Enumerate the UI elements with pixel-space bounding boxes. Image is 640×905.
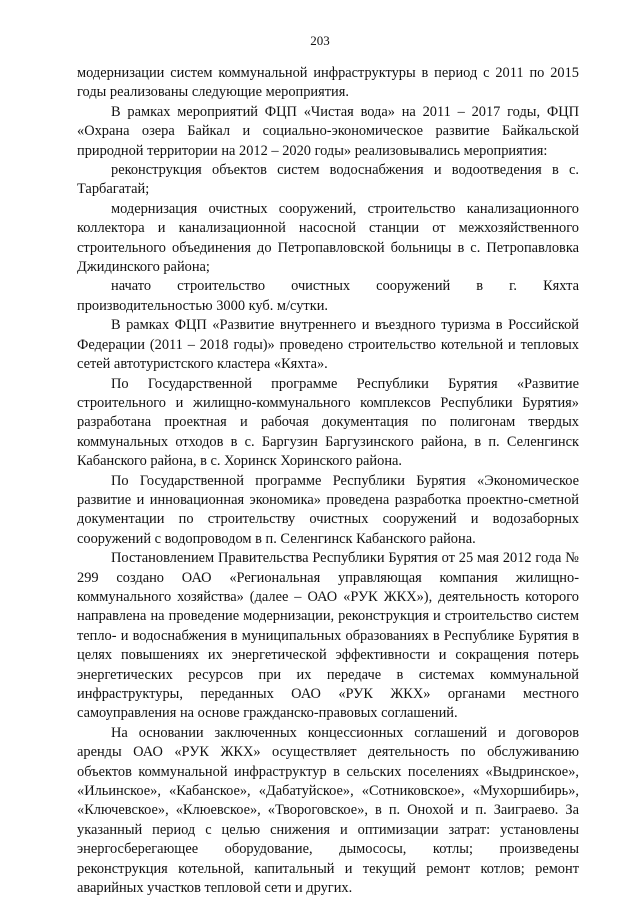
paragraph-tarbagatai: реконструкция объектов систем водоснабжения и водоотведения в с. Тарбагатай; bbox=[77, 162, 579, 198]
paragraph-tourism: В рамках ФЦП «Развитие внутреннего и въездного туризма в Российской Федерации (2011 – 2018 годы)» проведено строительство котельной и тепловых сетей автотуристского кластера «Кяхта». bbox=[77, 317, 579, 373]
paragraph-concessions: На основании заключенных концессионных соглашений и договоров аренды ОАО «РУК ЖКХ» осуществляет деятельность по обслуживанию объектов коммунальной инфраструктур в сельских поселениях «Выдринское», «Ильинское», «Кабанское», «Дабатуйское», «Сотниковское», «Мухоршибирь», «Ключевское», «Клюевское», «Твороговское», в п. Онохой и п. Заиграево. За указанный период с целью снижения и оптимизации затрат: установлены энергосберегающее оборудование, дымососы, котлы; произведены реконструкция котельной, капитальный и текущий ремонт котлов; ремонт аварийных участков тепловой сети и других. bbox=[77, 724, 579, 897]
body-text bbox=[77, 64, 579, 898]
paragraph-chistaya-voda: В рамках мероприятий ФЦП «Чистая вода» на 2011 – 2017 годы, ФЦП «Охрана озера Байкал и социально-экономическое развитие Байкальской природной территории на 2012 – 2020 годы» реализовывались мероприятия: bbox=[77, 103, 579, 159]
paragraph-continuation: модернизации систем коммунальной инфраструктуры в период с 2011 по 2015 годы реализованы следующие мероприятия. bbox=[77, 65, 579, 101]
page-number: 203 bbox=[310, 33, 330, 48]
paragraph-innovation-economy: По Государственной программе Республики Бурятия «Экономическое развитие и инновационная экономика» проведена разработка проектно-сметной документации по строительству очистных сооружений и водозаборных сооружений с водопроводом в п. Селенгинск Кабанского района. bbox=[77, 472, 579, 547]
paragraph-kyakhta: начато строительство очистных сооружений в г. Кяхта производительностью 3000 куб. м/сутки. bbox=[77, 278, 579, 314]
paragraph-ruk-zhkh: Постановлением Правительства Республики Бурятия от 25 мая 2012 года № 299 создано ОАО «Региональная управляющая компания жилищно-коммунального хозяйства» (далее – ОАО «РУК ЖКХ»), деятельность которого направлена на проведение модернизации, реконструкция и строительство систем тепло- и водоснабжения в муниципальных образованиях в Республике Бурятия в целях повышениях их энергетической эффективности и сокращения потерь энергетических ресурсов при их передаче в системах коммунальной инфраструктуры, переданных ОАО «РУК ЖКХ» органами местного самоуправления на основе гражданско-правовых соглашений. bbox=[77, 550, 579, 722]
paragraph-waste-landfills: По Государственной программе Республики Бурятия «Развитие строительного и жилищно-коммунального комплексов Республики Бурятия» разработана проектная и рабочая документация по полигонам твердых коммунальных отходов в с. Баргузин Баргузинского района, в п. Селенгинск Кабанского района, в с. Хоринск Хоринского района. bbox=[77, 375, 579, 470]
paragraph-petropavlovka: модернизация очистных сооружений, строительство канализационного коллектора и канализационной насосной станции от межхозяйственного строительного объединения до Петропавловской больницы в с. Петропавловка Джидинского района; bbox=[77, 200, 579, 276]
